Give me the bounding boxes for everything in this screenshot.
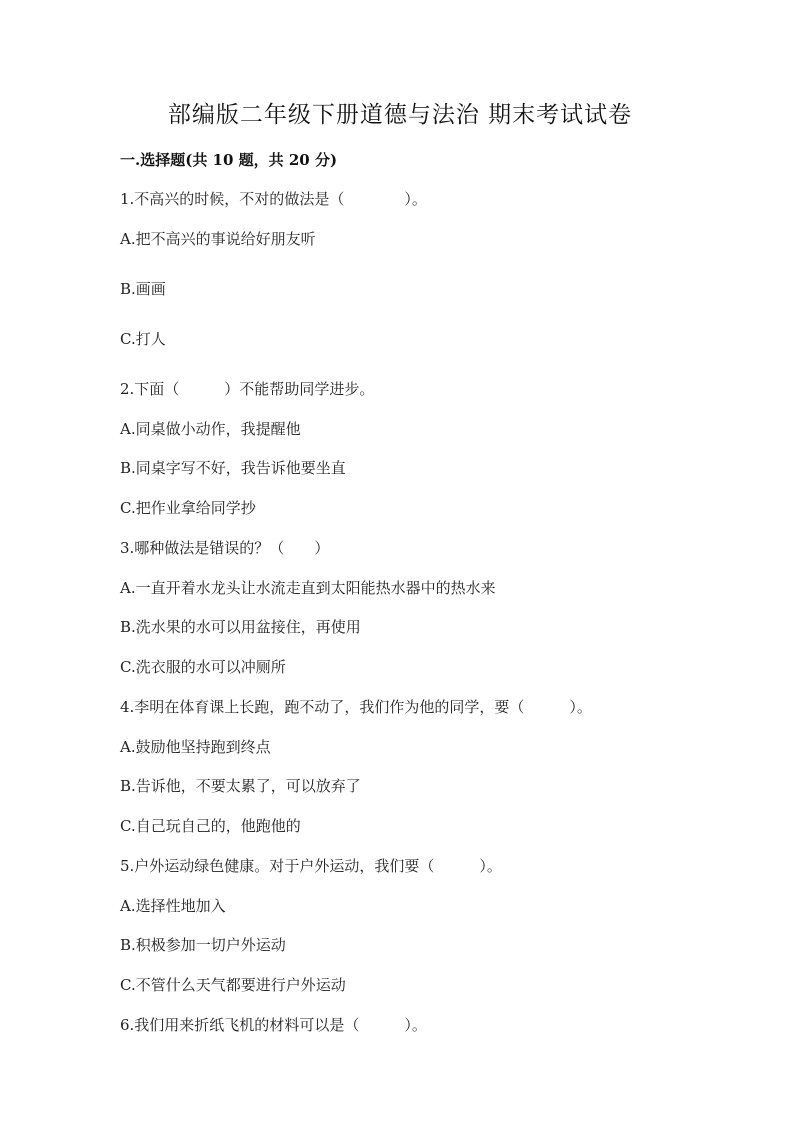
question-3-option-b: B.洗水果的水可以用盆接住，再使用 [120,618,361,636]
exam-title: 部编版二年级下册道德与法治 期末考试试卷 [167,102,633,128]
question-4-option-b: B.告诉他，不要太累了，可以放弃了 [120,777,361,795]
question-1-option-c: C.打人 [120,330,166,348]
question-3: 3.哪种做法是错误的？（ ） [120,539,330,557]
question-3-option-c: C.洗衣服的水可以冲厕所 [120,658,286,676]
question-1-option-a: A.把不高兴的事说给好朋友听 [120,230,316,248]
question-2: 2.下面（ ）不能帮助同学进步。 [120,380,375,398]
question-6: 6.我们用来折纸飞机的材料可以是（ ）。 [120,1016,427,1034]
question-2-option-c: C.把作业拿给同学抄 [120,499,256,517]
question-2-option-b: B.同桌字写不好，我告诉他要坐直 [120,459,346,477]
question-5-option-c: C.不管什么天气都要进行户外运动 [120,976,346,994]
question-4: 4.李明在体育课上长跑，跑不动了，我们作为他的同学，要（ ）。 [120,698,592,716]
question-5-option-b: B.积极参加一切户外运动 [120,936,286,954]
question-1-option-b: B.画画 [120,280,166,298]
question-1: 1.不高兴的时候，不对的做法是（ ）。 [120,190,427,208]
section-heading: 一.选择题(共 10 题，共 20 分) [120,151,338,169]
question-2-option-a: A.同桌做小动作，我提醒他 [120,420,301,438]
question-4-option-a: A.鼓励他坚持跑到终点 [120,738,271,756]
question-5: 5.户外运动绿色健康。对于户外运动，我们要（ ）。 [120,857,502,875]
question-5-option-a: A.选择性地加入 [120,897,226,915]
question-4-option-c: C.自己玩自己的，他跑他的 [120,817,301,835]
question-3-option-a: A.一直开着水龙头让水流走直到太阳能热水器中的热水来 [120,579,496,597]
